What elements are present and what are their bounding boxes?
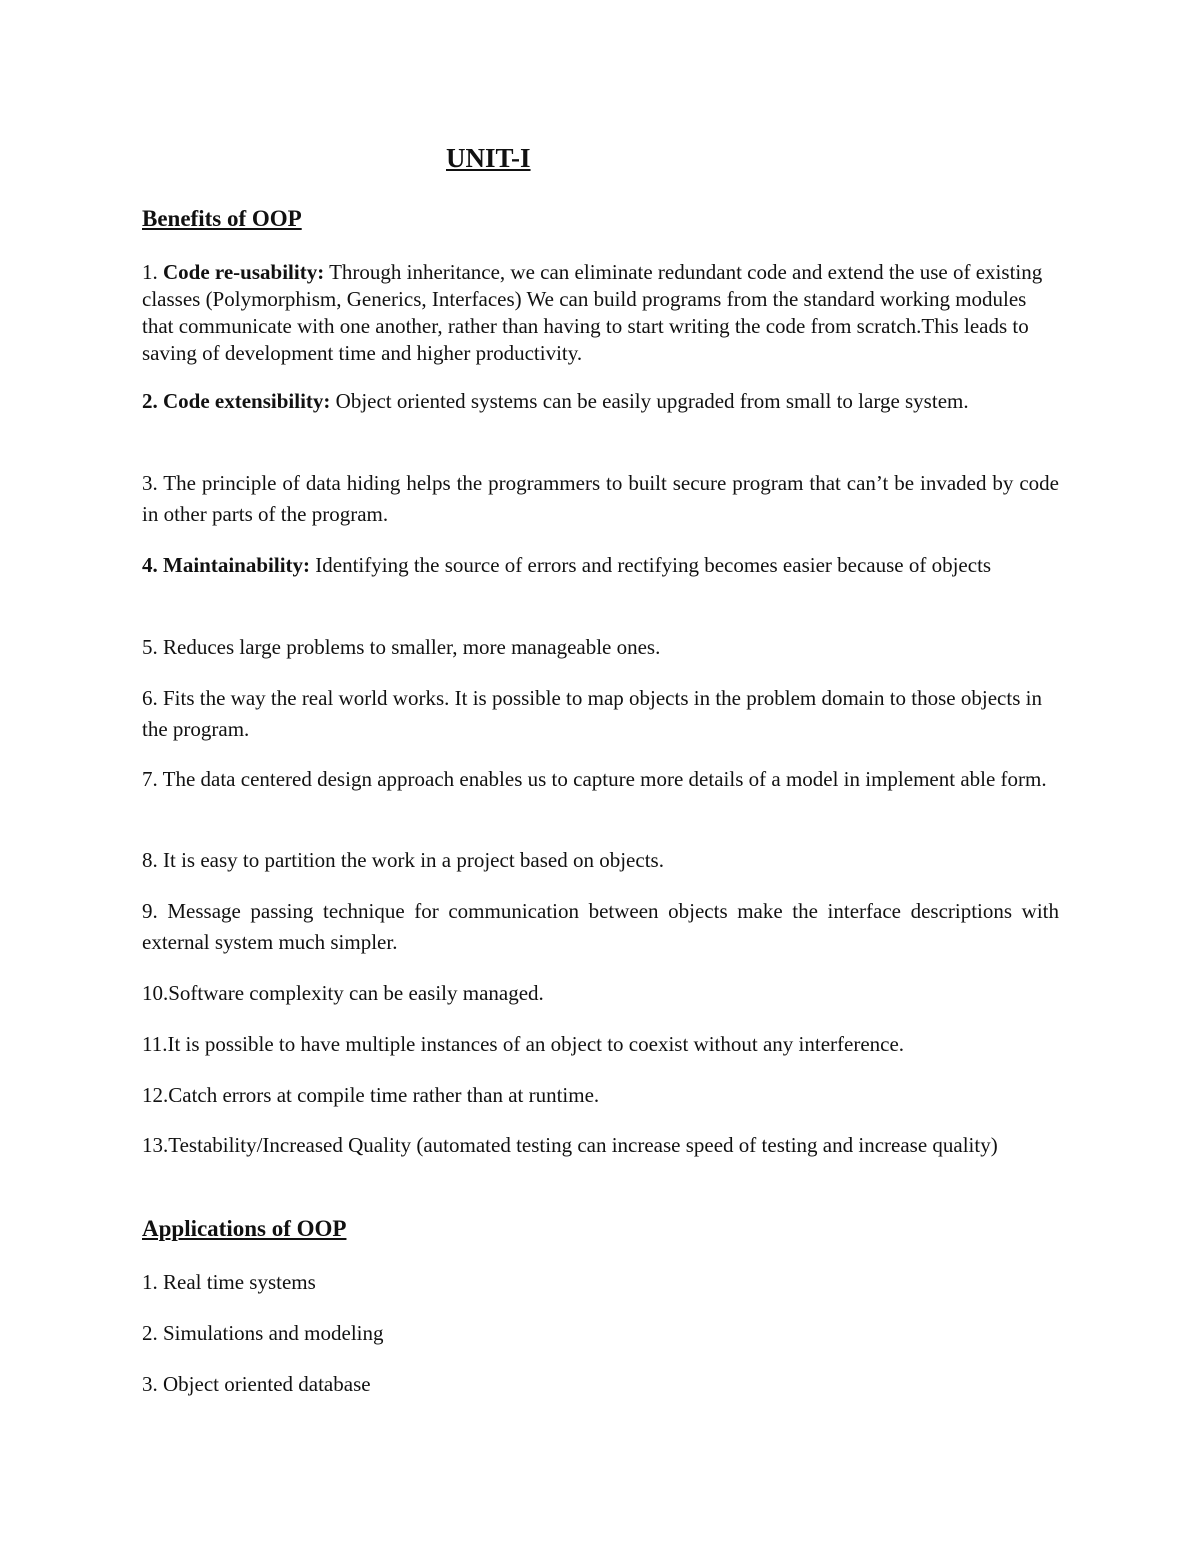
application-item-2 — [142, 1318, 1059, 1349]
benefit-item-11 — [142, 1029, 1059, 1060]
item-number: 1. — [142, 260, 163, 284]
item-number: 2. — [142, 1321, 163, 1345]
benefit-item-3 — [142, 468, 1059, 530]
benefit-item-6 — [142, 683, 1059, 745]
item-number: 11. — [142, 1032, 168, 1056]
benefit-item-9 — [142, 896, 1059, 958]
application-item-1 — [142, 1267, 1059, 1298]
benefit-item-12 — [142, 1080, 1059, 1111]
benefit-item-2 — [142, 386, 1059, 417]
benefit-item-10 — [142, 978, 1059, 1009]
item-number: 12. — [142, 1083, 169, 1107]
item-text: Software complexity can be easily managed. — [168, 981, 544, 1005]
item-text: Catch errors at compile time rather than at runtime. — [168, 1083, 600, 1107]
item-text: Through inheritance, we can eliminate redundant code and extend the use of existing classes (Polymorphism, Generics, Interfaces) We can build programs from the standard working modules that communicate with one another, rather than having to start writing the code from scratch.This leads to saving of development time and higher productivity. — [142, 260, 1043, 365]
unit-title: UNIT-I — [446, 143, 531, 173]
applications-heading: Applications of OOP — [142, 1216, 347, 1241]
item-text: The principle of data hiding helps the programmers to built secure program that can’t be invaded by code in other parts of the program. — [142, 471, 1059, 526]
benefit-item-1 — [142, 259, 1059, 367]
item-text: Reduces large problems to smaller, more manageable ones. — [163, 635, 661, 659]
item-text: Object oriented database — [163, 1372, 371, 1396]
item-number: 1. — [142, 1270, 163, 1294]
item-text: Real time systems — [163, 1270, 316, 1294]
item-label: Code re-usability: — [163, 260, 325, 284]
item-text: Fits the way the real world works. It is possible to map objects in the problem domain to those objects in the program. — [142, 686, 1042, 741]
item-number: 7. — [142, 767, 163, 791]
benefits-heading: Benefits of OOP — [142, 206, 302, 231]
item-text: It is possible to have multiple instances of an object to coexist without any interference. — [167, 1032, 905, 1056]
item-number: 13. — [142, 1133, 169, 1157]
item-number: 8. — [142, 848, 163, 872]
benefit-item-7 — [142, 764, 1059, 795]
benefit-item-8 — [142, 845, 1059, 876]
benefit-item-4 — [142, 550, 1059, 581]
item-text: Message passing technique for communication between objects make the interface descriptions with external system much simpler. — [142, 899, 1059, 954]
application-item-3 — [142, 1369, 1059, 1400]
item-label: Maintainability: — [163, 553, 311, 577]
item-text: Simulations and modeling — [163, 1321, 384, 1345]
item-number: 6. — [142, 686, 163, 710]
item-number: 2. — [142, 389, 163, 413]
item-text: Identifying the source of errors and rectifying becomes easier because of objects — [310, 553, 992, 577]
item-label: Code extensibility: — [163, 389, 331, 413]
benefit-item-13 — [142, 1130, 1059, 1161]
item-text: It is easy to partition the work in a project based on objects. — [163, 848, 664, 872]
item-number: 10. — [142, 981, 169, 1005]
item-text: Object oriented systems can be easily upgraded from small to large system. — [330, 389, 969, 413]
item-number: 4. — [142, 553, 163, 577]
item-number: 9. — [142, 899, 168, 923]
item-number: 3. — [142, 1372, 163, 1396]
item-number: 3. — [142, 471, 164, 495]
item-text: The data centered design approach enables us to capture more details of a model in implement able form. — [162, 767, 1047, 791]
item-number: 5. — [142, 635, 163, 659]
item-text: Testability/Increased Quality (automated testing can increase speed of testing and increase quality) — [168, 1133, 998, 1157]
benefit-item-5 — [142, 632, 1059, 663]
